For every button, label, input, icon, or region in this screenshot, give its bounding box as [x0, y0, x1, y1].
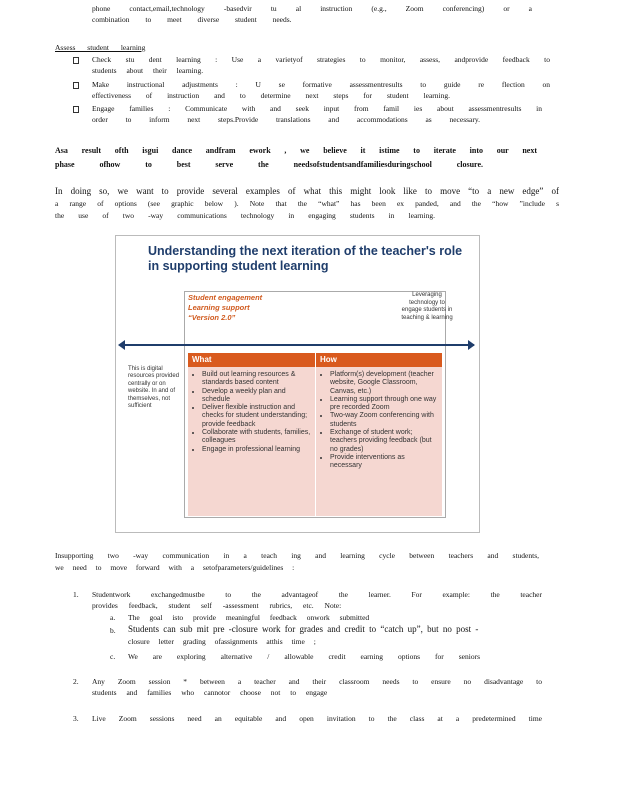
- bullet-line: Engage families : Communicate with and seek input from famil ies about assessmentresults in: [92, 104, 542, 113]
- figure-subtitle: [188, 293, 262, 323]
- sublist-line: closure letter grading ofassignments atthis time ;: [128, 637, 316, 646]
- arrow-right-icon: [468, 340, 475, 350]
- text-line: combination to meet diverse student needs.: [92, 15, 292, 24]
- paragraph-line: the use of two -way communications technology in engaging students in learning.: [55, 211, 435, 220]
- bullet-icon: [73, 82, 79, 89]
- what-how-table: [188, 353, 442, 516]
- sublist-letter: a.: [110, 613, 116, 622]
- bullet-line: effectiveness of instruction and to determine next steps for student learning.: [92, 91, 450, 100]
- sublist-letter: c.: [110, 652, 116, 661]
- figure-subtitle-line: Student engagement: [188, 293, 263, 302]
- what-column: [190, 371, 312, 454]
- arrow-left-icon: [118, 340, 125, 350]
- bullet-line: students about their learning.: [92, 66, 204, 75]
- list-number: 2.: [73, 677, 79, 686]
- list-number: 3.: [73, 714, 79, 723]
- list-line: Any Zoom session * between a teacher and their classroom needs to ensure no disadvantage to: [92, 677, 542, 686]
- what-item: • Engage in professional learning: [202, 446, 312, 454]
- bullet-line: Make instructional adjustments : U se formative assessmentresults to guide re flection on: [92, 80, 550, 89]
- figure-left-note: This is digital resources provided centrally or on website. In and of themselves, not sufficient: [128, 366, 180, 410]
- double-arrow-line: [122, 344, 474, 346]
- sublist-letter: b.: [110, 626, 116, 635]
- what-item: • Collaborate with students, families, colleagues: [202, 429, 312, 446]
- how-column: [318, 371, 438, 471]
- figure-subtitle-line: “Version 2.0”: [188, 313, 236, 322]
- figure-subtitle-line: Learning support: [188, 303, 250, 312]
- how-item: • Platform(s) development (teacher website, Google Classroom, Canvas, etc.): [330, 371, 438, 396]
- list-line: Live Zoom sessions need an equitable and open invitation to the class at a predetermined time: [92, 714, 542, 723]
- paragraph-line: a range of options (see graphic below ). Note that the “what” has been ex panded, and the “how ”include s: [55, 199, 559, 208]
- paragraph-line: In doing so, we want to provide several examples of what this might look like to move “to a new edge” of: [55, 186, 559, 196]
- how-item: • Two-way Zoom conferencing with students: [330, 412, 438, 429]
- column-divider: [315, 353, 316, 516]
- bullet-line: order to inform next steps.Provide translations and accommodations as necessary.: [92, 115, 480, 124]
- what-item: • Deliver flexible instruction and checks for student understanding; provide feedback: [202, 404, 312, 429]
- what-header: What: [188, 353, 315, 367]
- sublist-line: Students can sub mit pre -closure work for grades and credit to “catch up”, but no post -: [128, 624, 479, 634]
- how-item: • Provide interventions as necessary: [330, 454, 438, 471]
- bullet-icon: [73, 57, 79, 64]
- bold-paragraph-line: phase ofhow to best serve the needsofstudentsandfamiliesduringschool closure.: [55, 160, 483, 169]
- text-line: phone contact,email,technology -basedvir tu al instruction (e.g., Zoom conferencing) or a: [92, 4, 532, 13]
- bullet-line: Check stu dent learning : Use a varietyof strategies to monitor, assess, andprovide feedback to: [92, 55, 550, 64]
- how-item: • Learning support through one way pre recorded Zoom: [330, 396, 438, 413]
- sublist-line: We are exploring alternative / allowable credit earning options for seniors: [128, 652, 480, 661]
- what-item: • Develop a weekly plan and schedule: [202, 388, 312, 405]
- section-heading: Assess student learning: [55, 43, 146, 52]
- how-item: • Exchange of student work; teachers providing feedback (but no grades): [330, 429, 438, 454]
- what-item: • Build out learning resources & standards based content: [202, 371, 312, 388]
- bold-paragraph-line: Asa result ofth isgui dance andfram ework , we believe it istime to iterate into our next: [55, 146, 537, 155]
- how-header: How: [316, 353, 442, 367]
- list-line: students and families who cannotor choose not to engage: [92, 688, 328, 697]
- figure-title: Understanding the next iteration of the teacher's role in supporting student learning: [148, 244, 463, 273]
- figure-right-note: Leveraging technology to engage students in teaching & learning: [401, 292, 453, 321]
- bullet-icon: [73, 106, 79, 113]
- paragraph-line: Insupporting two -way communication in a teach ing and learning cycle between teachers and students,: [55, 551, 539, 560]
- paragraph-line: we need to move forward with a setofparameters/guidelines :: [55, 563, 295, 572]
- list-number: 1.: [73, 590, 79, 599]
- list-line: Studentwork exchangedmustbe to the advantageof the learner. For example: the teacher: [92, 590, 542, 599]
- list-line: provides feedback, student self -assessment rubrics, etc. Note:: [92, 601, 342, 610]
- sublist-line: The goal isto provide meaningful feedback onwork submitted: [128, 613, 370, 622]
- teacher-role-figure: [115, 235, 480, 533]
